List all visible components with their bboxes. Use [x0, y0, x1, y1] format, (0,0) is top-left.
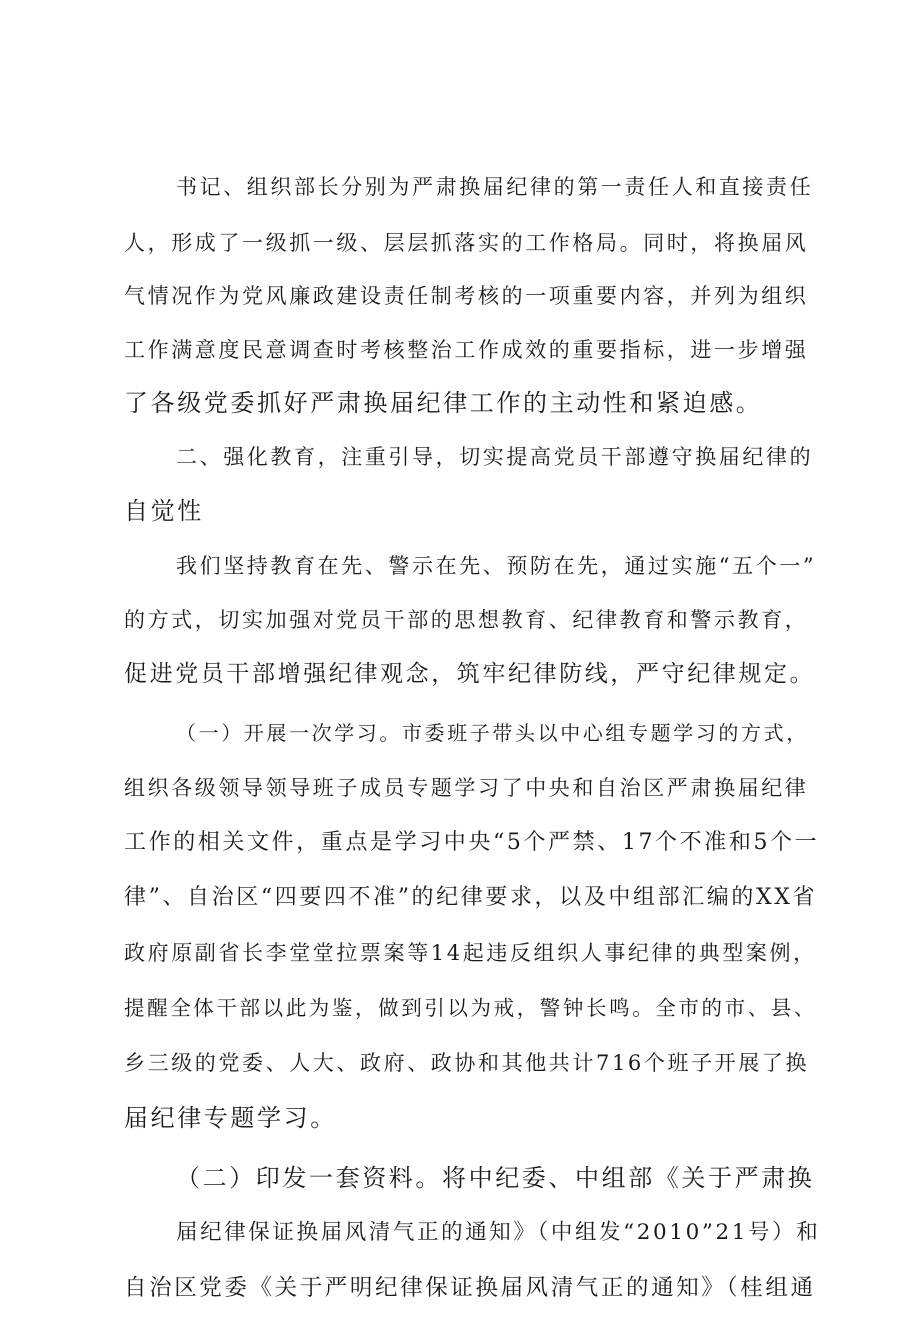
- text-line: [0, 1273, 920, 1323]
- text-line: [0, 718, 920, 768]
- text-line: [0, 1103, 920, 1153]
- section-heading-line: [0, 442, 920, 492]
- line-text: 工作的相关文件，重点是学习中央“5个严禁、17个不准和5个一: [124, 830, 820, 855]
- line-text: 组织各级领导领导班子成员专题学习了中央和自治区严肃换届纪律: [124, 776, 809, 800]
- line-text: 我们坚持教育在先、警示在先、预防在先，通过实施“五个一”: [176, 554, 817, 578]
- line-text: （二）印发一套资料。将中纪委、中组部《关于严肃换: [176, 1164, 815, 1192]
- line-text: 提醒全体干部以此为鉴，做到引以为戒，警钟长鸣。全市的市、县、: [124, 996, 817, 1020]
- line-text: 书记、组织部长分别为严肃换届纪律的第一责任人和直接责任: [176, 175, 814, 199]
- text-line: [0, 281, 920, 331]
- line-text: 工作满意度民意调查时考核整治工作成效的重要指标，进一步增强: [124, 338, 809, 362]
- text-line: [0, 335, 920, 385]
- text-line: [0, 883, 920, 933]
- text-line: [0, 773, 920, 823]
- text-line: [0, 828, 920, 878]
- line-text: 乡三级的党委、人大、政府、政协和其他共计716个班子开展了换: [124, 1051, 810, 1075]
- text-line: [0, 993, 920, 1043]
- text-line: [0, 172, 920, 222]
- line-text: 政府原副省长李堂堂拉票案等14起违反组织人事纪律的典型案例，: [124, 941, 817, 965]
- text-line: [0, 388, 920, 438]
- line-text: 了各级党委抓好严肃换届纪律工作的主动性和紧迫感。: [124, 389, 763, 417]
- section-heading: 二、强化教育，注重引导，切实提高党员干部遵守换届纪律的: [176, 445, 814, 469]
- text-line: [0, 551, 920, 601]
- text-line: [0, 1048, 920, 1098]
- text-line: [0, 938, 920, 988]
- text-line: [0, 659, 920, 709]
- text-line: [0, 605, 920, 655]
- line-text: 气情况作为党风廉政建设责任制考核的一项重要内容，并列为组织: [124, 284, 809, 308]
- line-text: 促进党员干部增强纪律观念，筑牢纪律防线，严守纪律规定。: [124, 661, 816, 687]
- section-heading: 自觉性: [124, 497, 204, 525]
- section-heading-line: [0, 496, 920, 546]
- line-text: 律”、自治区“四要四不准”的纪律要求，以及中组部汇编的XX省: [124, 885, 818, 910]
- text-line: [0, 228, 920, 278]
- line-text: （一）开展一次学习。市委班子带头以中心组专题学习的方式，: [176, 721, 809, 745]
- text-line: [0, 1218, 920, 1268]
- line-text: 人，形成了一级抓一级、层层抓落实的工作格局。同时，将换届风: [124, 231, 809, 255]
- line-text: 自治区党委《关于严明纪律保证换届风清气正的通知》（桂组通: [124, 1275, 816, 1301]
- line-text: 的方式，切实加强对党员干部的思想教育、纪律教育和警示教育，: [124, 608, 809, 632]
- text-line: [0, 1163, 920, 1213]
- line-text: 届纪律专题学习。: [124, 1104, 337, 1132]
- line-text: 届纪律保证换届风清气正的通知》（中组发“2010”21号）和: [176, 1220, 821, 1245]
